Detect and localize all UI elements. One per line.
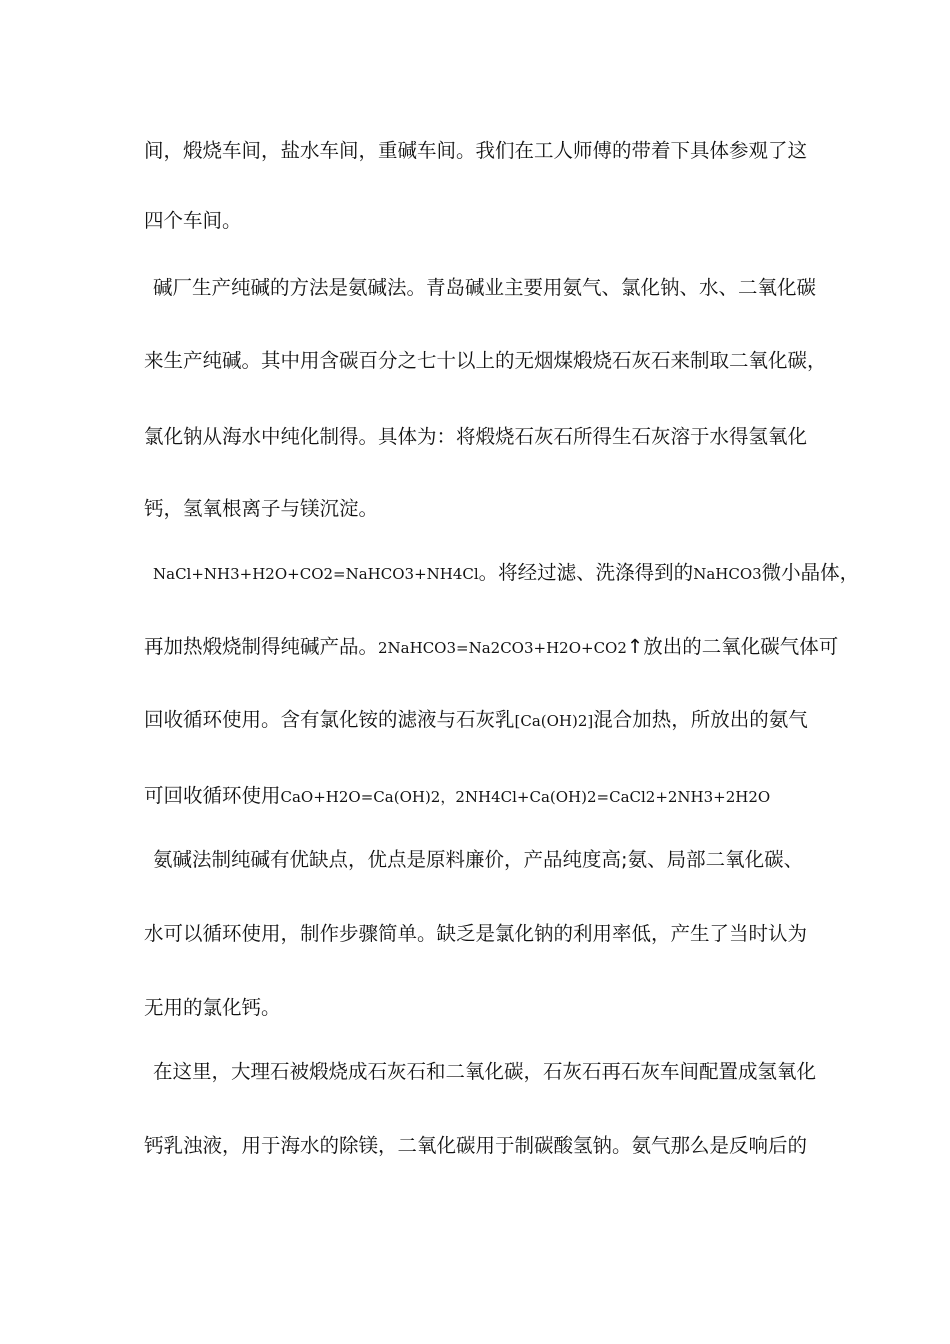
paragraph-line [144,708,808,733]
text-run: 四个车间。 [144,209,242,232]
text-run: 间，煅烧车间，盐水车间，重碱车间。我们在工人师傅的带着下具体参观了这 [144,139,808,162]
paragraph-line [144,349,827,373]
text-run: 氨碱法制纯碱有优缺点，优点是原料廉价，产品纯度高;氨、局部二氧化碳、 [153,848,804,871]
text-run: ↑放出的二氧化碳气体可 [626,635,839,658]
text-run: 再加热煅烧制得纯碱产品。 [144,635,379,658]
paragraph-line [144,996,281,1020]
paragraph-line [144,784,770,809]
paragraph-line [144,1134,807,1158]
paragraph-line [153,276,816,300]
chemical-formula: CaO+H2O=Ca(OH)2，2NH4Cl+Ca(OH)2=CaCl2+2NH3+2H2O [280,788,771,806]
text-run: 无用的氯化钙。 [144,996,281,1019]
paragraph-line [144,425,807,449]
paragraph-line [144,139,807,163]
chemical-formula: NaHCO3 [693,565,762,583]
chemical-formula: 2NaHCO3=Na2CO3+H2O+CO2 [378,639,627,657]
paragraph-line [144,497,378,521]
text-run: 在这里，大理石被煅烧成石灰石和二氧化碳，石灰石再石灰车间配置成氢氧化 [153,1060,817,1083]
text-run: 混合加热，所放出的氨气 [593,708,808,731]
paragraph-line [153,561,859,586]
text-run: 回收循环使用。含有氯化铵的滤液与石灰乳 [144,708,515,731]
text-run: 可回收循环使用 [144,784,281,807]
paragraph-line [153,848,803,872]
chemical-formula: NaCl+NH3+H2O+CO2=NaHCO3+NH4Cl [153,565,479,583]
text-run: 。将经过滤、洗涤得到的 [478,561,694,584]
text-run: 钙，氢氧根离子与镁沉淀。 [144,497,379,520]
text-run: 钙乳浊液，用于海水的除镁，二氧化碳用于制碳酸氢钠。氨气那么是反响后的 [144,1134,808,1157]
text-run: 氯化钠从海水中纯化制得。具体为：将煅烧石灰石所得生石灰溶于水得氢氧化 [144,425,808,448]
paragraph-line [144,209,242,233]
paragraph-line [144,635,838,660]
paragraph-line [144,922,807,946]
text-run: 碱厂生产纯碱的方法是氨碱法。青岛碱业主要用氨气、氯化钠、水、二氧化碳 [153,276,817,299]
text-run: 来生产纯碱。其中用含碳百分之七十以上的无烟煤煅烧石灰石来制取二氧化碳， [144,349,827,372]
text-run: 微小晶体， [761,561,860,584]
paragraph-line [153,1060,816,1084]
chemical-formula: [Ca(OH)2] [514,712,594,730]
text-run: 水可以循环使用，制作步骤简单。缺乏是氯化钠的利用率低，产生了当时认为 [144,922,808,945]
